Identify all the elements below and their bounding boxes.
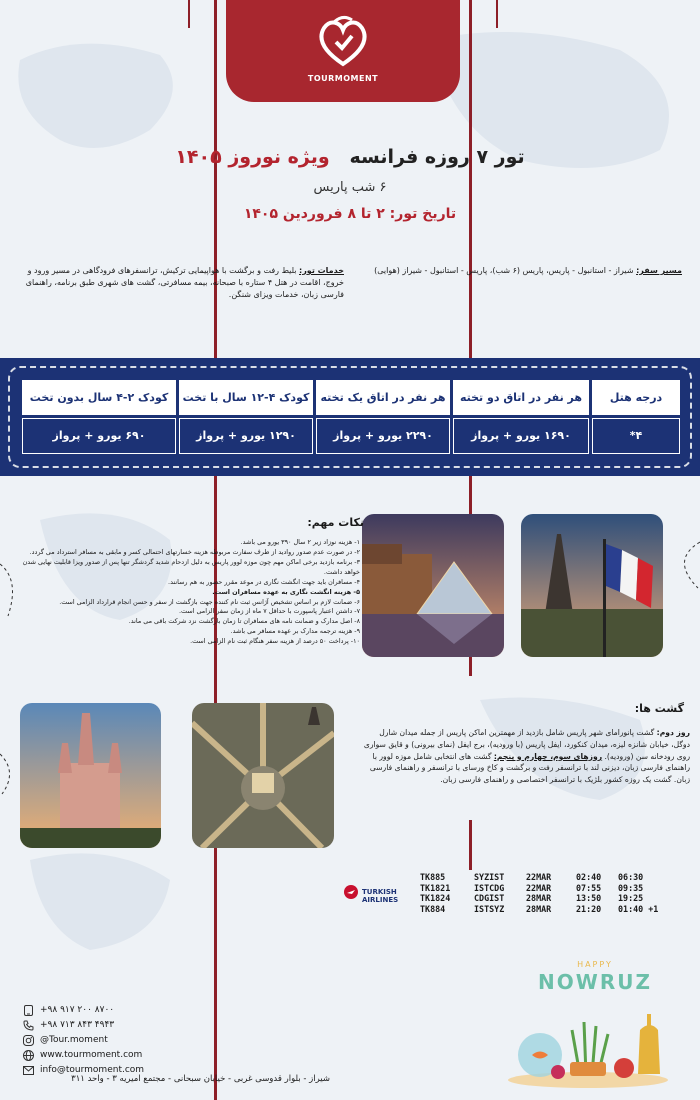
flight-row — [420, 893, 690, 904]
days-text: گشت های انتخابی شامل موزه لوور با راهنمای فارسی زبان، دیزنی لند با ترانسفر رفت و برگشت و کاخ ورسای با ترانسفر و راهنمای فارسی زبان. گشت یک روزه کشور بلژیک با ترانسفر اختصاصی و راهنمای فارسی زبان. — [369, 751, 690, 785]
flight-route: ISTCDG — [474, 882, 505, 893]
price-cell: ۲۲۹۰ یورو + پرواز — [316, 418, 450, 455]
haft-sin-illustration — [500, 1000, 680, 1090]
flight-route: SYZIST — [474, 872, 505, 882]
services-text: بلیط رفت و برگشت با هواپیمایی ترکیش، ترانسفرهای فرودگاهی در مسیر ورود و خروج، اقامت در هتل ۴ ستاره با صبحانه، بیمه مسافرتی، گشت های شهری طبق برنامه، راهنمای فارسی زبان، خدمات ویزای شنگن. — [25, 266, 344, 299]
brand-name: TOURMOMENT — [307, 74, 379, 83]
louvre-photo — [362, 514, 504, 657]
dashed-curve-decoration — [0, 560, 24, 620]
flight-departure: 13:50 — [576, 893, 602, 903]
note-item: ۱۰- پرداخت ۵۰ درصد از هزینه سفر هنگام ثبت نام الزامی است. — [190, 637, 360, 646]
price-table — [22, 380, 678, 454]
heart-logo-icon — [312, 10, 374, 72]
flight-date: 22MAR — [526, 882, 552, 893]
route-label: مسیر سفر: — [636, 266, 682, 275]
title-highlight: ویژه نوروز ۱۴۰۵ — [175, 146, 330, 168]
dashed-curve-decoration — [0, 752, 20, 796]
note-item: ۲- در صورت عدم صدور روادید از طرف سفارت مربوطه هزینه خسارتهای احتمالی کسر و مابقی به مسافر استرداد می گردد. — [29, 547, 360, 556]
title-main: تور ۷ روزه فرانسه — [349, 146, 525, 168]
price-band — [0, 358, 700, 476]
day2-label: روز دوم: — [656, 728, 690, 737]
note-item: ۹- هزینه ترجمه مدارک بر عهده مسافر می باشد. — [230, 627, 360, 636]
flight-date: 22MAR — [526, 872, 552, 882]
mobile-phone-icon — [22, 1005, 34, 1017]
nights-subtitle: ۶ شب پاریس — [313, 180, 387, 195]
flight-route: CDGIST — [474, 893, 505, 903]
disney-castle-photo — [20, 703, 161, 848]
logo-tab — [226, 0, 460, 102]
flight-departure: 02:40 — [576, 872, 602, 882]
services-label: خدمات تور: — [299, 266, 344, 275]
divider-line-right — [469, 0, 472, 358]
contact-address: شیراز - بلوار قدوسی غربی - خیابان سبحانی - مجتمع امیریه ۳ - واحد ۳۱۱ — [71, 1074, 330, 1084]
airline-name-line1: TURKISH — [362, 888, 397, 896]
price-cell: ۱۶۹۰ یورو + پرواز — [453, 418, 589, 455]
phone-icon — [22, 1020, 34, 1032]
airline-name-line2: AIRLINES — [362, 895, 399, 904]
price-header: کودک ۲-۴ سال بدون تخت — [22, 380, 176, 415]
price-header: درجه هتل — [592, 380, 680, 415]
tours-description — [360, 727, 690, 786]
contact-email[interactable]: info@tourmoment.com — [40, 1064, 145, 1075]
note-item: ۱- هزینه نوزاد زیر ۲ سال ۳۹۰ یورو می باشد. — [240, 538, 360, 546]
note-item: ۳- برنامه بازدید برخی اماکن مهم چون موزه لوور پاریس به دلیل ازدحام شدید گردشگر تنها پس از صدور ویزا قابلیت نهایی شدن خواهد داشت. — [22, 557, 360, 576]
price-cell: ۱۲۹۰ یورو + پرواز — [179, 418, 313, 455]
tour-date: تاریخ تور: ۲ تا ۸ فروردین ۱۴۰۵ — [243, 206, 457, 222]
note-item: ۵- هزینه انگشت نگاری به عهده مسافران است. — [212, 587, 360, 596]
notes-list — [8, 538, 360, 647]
arc-de-triomphe-photo — [192, 703, 334, 848]
flight-date: 28MAR — [526, 903, 552, 914]
price-header: کودک ۴-۱۲ سال با تخت — [179, 380, 313, 415]
contact-instagram[interactable]: @Tour.moment — [40, 1034, 108, 1045]
flight-arrival: 09:35 — [618, 882, 644, 893]
nowruz-text: NOWRUZ — [538, 970, 652, 994]
flight-schedule — [420, 872, 690, 914]
note-item: ۷- داشتن اعتبار پاسپورت با حداقل ۷ ماه از زمان سفر الزامی است. — [179, 607, 360, 616]
instagram-icon — [22, 1035, 34, 1047]
flight-date: 28MAR — [526, 893, 552, 903]
note-item: ۸- اصل مدارک و ضمانت نامه های مسافران تا زمان بازگشت نزد شرکت باقی می ماند. — [128, 617, 360, 626]
contact-block — [22, 1003, 342, 1078]
flight-number: TK884 — [420, 903, 446, 914]
flight-number: TK885 — [420, 872, 446, 882]
day2-text: گشت پانورامای شهر پاریس شامل بازدید از مهمترین اماکن پاریس از جمله میدان شارل دوگل، خیابان شانزه لیزه، میدان کنکورد، ایفل پاریس (با ورودیه)، برج ایفل (نمای بیرونی) و قایق سواری روی رودخانه سن (ورودیه). — [363, 728, 690, 761]
price-cell: ۴* — [592, 418, 680, 455]
services-info — [14, 265, 344, 301]
flight-arrival: 06:30 — [618, 872, 644, 882]
price-header: هر نفر در اتاق یک تخته — [316, 380, 450, 415]
flight-departure: 21:20 — [576, 903, 602, 914]
divider-line-thin — [188, 0, 190, 28]
contact-phone1[interactable]: +۹۸ ۹۱۷ ۲۰۰ ۸۷۰۰ — [40, 1004, 115, 1015]
route-text: شیراز - استانبول - پاریس، پاریس (۶ شب)، پاریس - استانبول - شیراز (هوایی) — [374, 266, 634, 275]
flight-arrival: 01:40 +1 — [618, 903, 659, 914]
route-info — [362, 265, 682, 277]
flight-row — [420, 904, 690, 915]
page-title — [170, 146, 530, 168]
note-item: ۴- مسافران باید جهت انگشت نگاری در موعد مقرر حضور به هم رسانند. — [168, 577, 360, 586]
flight-row — [420, 872, 690, 883]
price-header: هر نفر در اتاق دو تخته — [453, 380, 589, 415]
turkish-airlines-icon — [344, 885, 358, 899]
days-label: روزهای سوم، چهارم و پنجم: — [493, 751, 603, 761]
flight-arrival: 19:25 — [618, 893, 644, 903]
airline-logo — [344, 884, 414, 904]
flight-row — [420, 883, 690, 894]
tours-title: گشت ها: — [634, 702, 684, 715]
happy-text: HAPPY — [577, 960, 613, 969]
divider-line-right — [469, 820, 472, 870]
flight-number: TK1821 — [420, 882, 451, 893]
divider-line-left — [214, 0, 217, 358]
flight-route: ISTSYZ — [474, 903, 505, 914]
globe-icon — [22, 1050, 34, 1062]
contact-website[interactable]: www.tourmoment.com — [40, 1049, 143, 1060]
flight-number: TK1824 — [420, 893, 451, 903]
dashed-curve-decoration — [670, 540, 700, 590]
divider-line-thin — [496, 0, 498, 28]
flight-departure: 07:55 — [576, 882, 602, 893]
contact-phone2[interactable]: +۹۸ ۷۱۳ ۸۴۳ ۴۹۴۳ — [40, 1019, 115, 1030]
eiffel-flag-photo — [521, 514, 663, 657]
notes-title: نکات مهم: — [307, 516, 364, 529]
price-cell: ۶۹۰ یورو + پرواز — [22, 418, 176, 455]
note-item: ۶- ضمانت لازم بر اساس تشخیص آژانس ثبت نام کننده جهت بازگشت از سفر و حسن انجام قرارداد الزامی است. — [59, 597, 360, 606]
